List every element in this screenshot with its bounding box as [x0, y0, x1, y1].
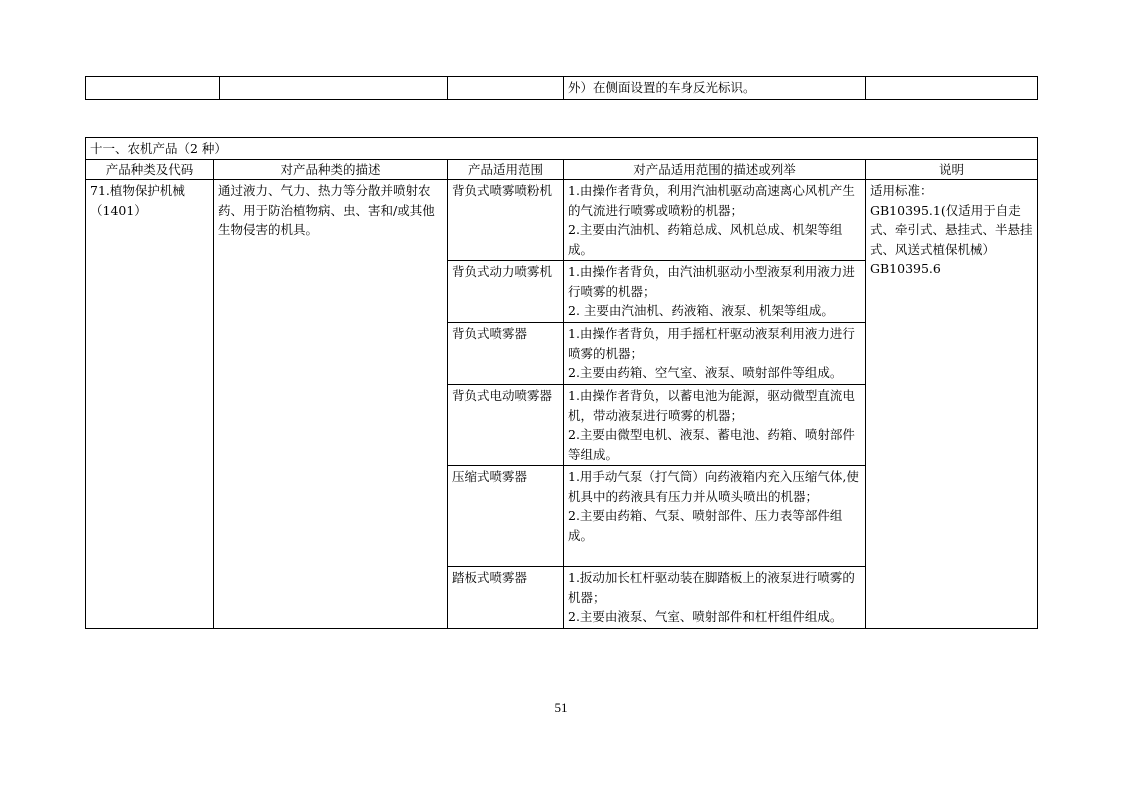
scope-description-line: 1.由操作者背负，用手摇杠杆驱动液泵利用液力进行喷雾的机器；: [568, 326, 855, 361]
table-cell: [220, 77, 448, 100]
section-title: 十一、农机产品（2 种）: [86, 138, 1038, 160]
note-line: 适用标准：: [870, 183, 933, 198]
scope-description-cell: [564, 567, 866, 629]
column-header: 对产品适用范围的描述或列举: [564, 160, 866, 180]
column-header: 说明: [866, 160, 1038, 180]
scope-description-line: 2.主要由液泵、气室、喷射部件和杠杆组件组成。: [568, 609, 843, 624]
table-cell: 外）在侧面设置的车身反光标识。: [564, 77, 866, 100]
note-line: GB10395.1(仅适用于自走式、牵引式、悬挂式、半悬挂式、风送式植保机械）: [870, 202, 1033, 257]
table-cell: [86, 77, 220, 100]
scope-description-cell: [564, 385, 866, 466]
note-line: GB10395.6: [870, 261, 941, 276]
scope-cell: 背负式喷雾器: [448, 323, 564, 385]
scope-description-line: 1.由操作者背负，由汽油机驱动小型液泵利用液力进行喷雾的机器；: [568, 264, 855, 299]
scope-description-line: 1.扳动加长杠杆驱动装在脚踏板上的液泵进行喷雾的机器；: [568, 570, 855, 605]
column-header: 产品种类及代码: [86, 160, 214, 180]
category-cell: [86, 180, 214, 629]
scope-description-line: 1.由操作者背负，利用汽油机驱动高速离心风机产生的气流进行喷雾或喷粉的机器；: [568, 183, 855, 218]
scope-description-cell: [564, 466, 866, 567]
scope-cell: 背负式电动喷雾器: [448, 385, 564, 466]
scope-description-cell: [564, 261, 866, 323]
table-cell: [866, 77, 1038, 100]
scope-cell: 背负式动力喷雾机: [448, 261, 564, 323]
category-code: （1401）: [90, 202, 147, 218]
scope-cell: 踏板式喷雾器: [448, 567, 564, 629]
scope-description-line: 2. 主要由汽油机、药液箱、液泵、机架等组成。: [568, 303, 834, 318]
column-header: 产品适用范围: [448, 160, 564, 180]
continued-table: [85, 76, 1038, 100]
scope-description-line: 2.主要由药箱、空气室、液泵、喷射部件等组成。: [568, 365, 843, 380]
table-row: [86, 180, 1038, 261]
page-number: 51: [554, 700, 568, 715]
scope-description-line: 1.由操作者背负，以蓄电池为能源，驱动微型直流电机，带动液泵进行喷雾的机器；: [568, 388, 855, 423]
scope-description-line: 2.主要由药箱、气泵、喷射部件、压力表等部件组成。: [568, 508, 843, 543]
column-header: 对产品种类的描述: [214, 160, 448, 180]
scope-description-cell: [564, 180, 866, 261]
scope-description-line: 2.主要由微型电机、液泵、蓄电池、药箱、喷射部件等组成。: [568, 427, 855, 462]
table-cell: [448, 77, 564, 100]
table-row: [86, 77, 1038, 100]
header-row: [86, 160, 1038, 180]
note-cell: [866, 180, 1038, 629]
scope-description-line: 2.主要由汽油机、药箱总成、风机总成、机架等组成。: [568, 222, 843, 257]
scope-description-line: 1.用手动气泵（打气筒）向药液箱内充入压缩气体,使机具中的药液具有压力并从喷头喷出的机器；: [568, 469, 859, 504]
section-title-row: [86, 138, 1038, 160]
scope-cell: 压缩式喷雾器: [448, 466, 564, 567]
scope-description-cell: [564, 323, 866, 385]
category-name: 71.植物保护机械: [90, 183, 185, 198]
scope-cell: 背负式喷雾喷粉机: [448, 180, 564, 261]
agricultural-products-table: [85, 137, 1038, 629]
category-description: 通过液力、气力、热力等分散并喷射农药、用于防治植物病、虫、害和/或其他生物侵害的机具。: [214, 180, 448, 629]
